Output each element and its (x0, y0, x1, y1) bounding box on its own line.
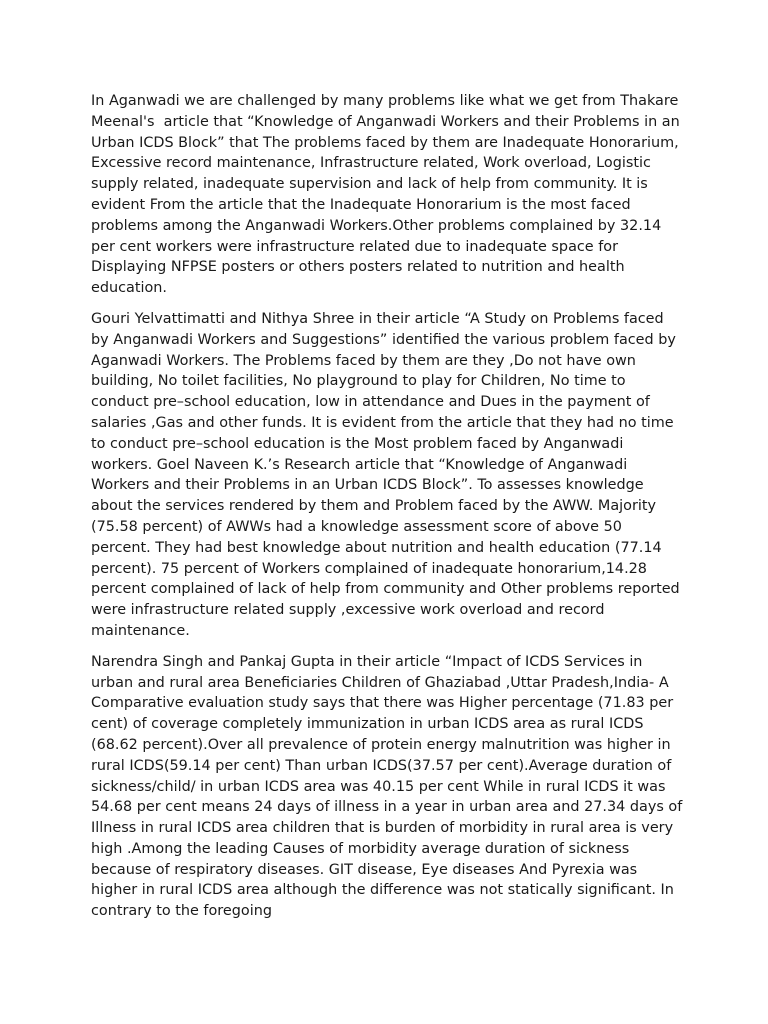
document-body (91, 91, 687, 932)
paragraph-2: Gouri Yelvattimatti and Nithya Shree in their article “A Study on Problems faced by Anganwadi Workers and Suggestions” identified the various problem faced by Aganwadi Workers. The Problems faced by them are they ,Do not have own building, No toilet facilities, No playground to play for Children, No time to conduct pre–school education, low in attendance and Dues in the payment of salaries ,Gas and other funds. It is evident from the article that they had no time to conduct pre–school education is the Most problem faced by Anganwadi workers. Goel Naveen K.’s Research article that “Knowledge of Anganwadi Workers and their Problems in an Urban ICDS Block”. To assesses knowledge about the services rendered by them and Problem faced by the AWW. Majority (75.58 percent) of AWWs had a knowledge assessment score of above 50 percent. They had best knowledge about nutrition and health education (77.14 percent). 75 percent of Workers complained of inadequate honorarium,14.28 percent complained of lack of help from community and Other problems reported were infrastructure related supply ,excessive work overload and record maintenance. (91, 310, 685, 639)
paragraph-1: In Aganwadi we are challenged by many problems like what we get from Thakare Meenal's article that “Knowledge of Anganwadi Workers and their Problems in an Urban ICDS Block” that The problems faced by them are Inadequate Honorarium, Excessive record maintenance, Infrastructure related, Work overload, Logistic supply related, inadequate supervision and lack of help from community. It is evident From the article that the Inadequate Honorarium is the most faced problems among the Anganwadi Workers.Other problems complained by 32.14 per cent workers were infrastructure related due to inadequate space for Displaying NFPSE posters or others posters related to nutrition and health education. (91, 93, 685, 297)
paragraph-3: Narendra Singh and Pankaj Gupta in their article “Impact of ICDS Services in urban and rural area Beneficiaries Children of Ghaziabad ,Uttar Pradesh,India- A Comparative evaluation study says that there was Higher percentage (71.83 per cent) of coverage completely immunization in urban ICDS area as rural ICDS (68.62 percent).Over all prevalence of protein energy malnutrition was higher in rural ICDS(59.14 per cent) Than urban ICDS(37.57 per cent).Average duration of sickness/child/ in urban ICDS area was 40.15 per cent While in rural ICDS it was 54.68 per cent means 24 days of illness in a year in urban area and 27.34 days of Illness in rural ICDS area children that is burden of morbidity in rural area is very high .Among the leading Causes of morbidity average duration of sickness because of respiratory diseases. GIT disease, Eye diseases And Pyrexia was higher in rural ICDS area although the difference was not statically significant. In contrary to the foregoing (91, 653, 687, 920)
